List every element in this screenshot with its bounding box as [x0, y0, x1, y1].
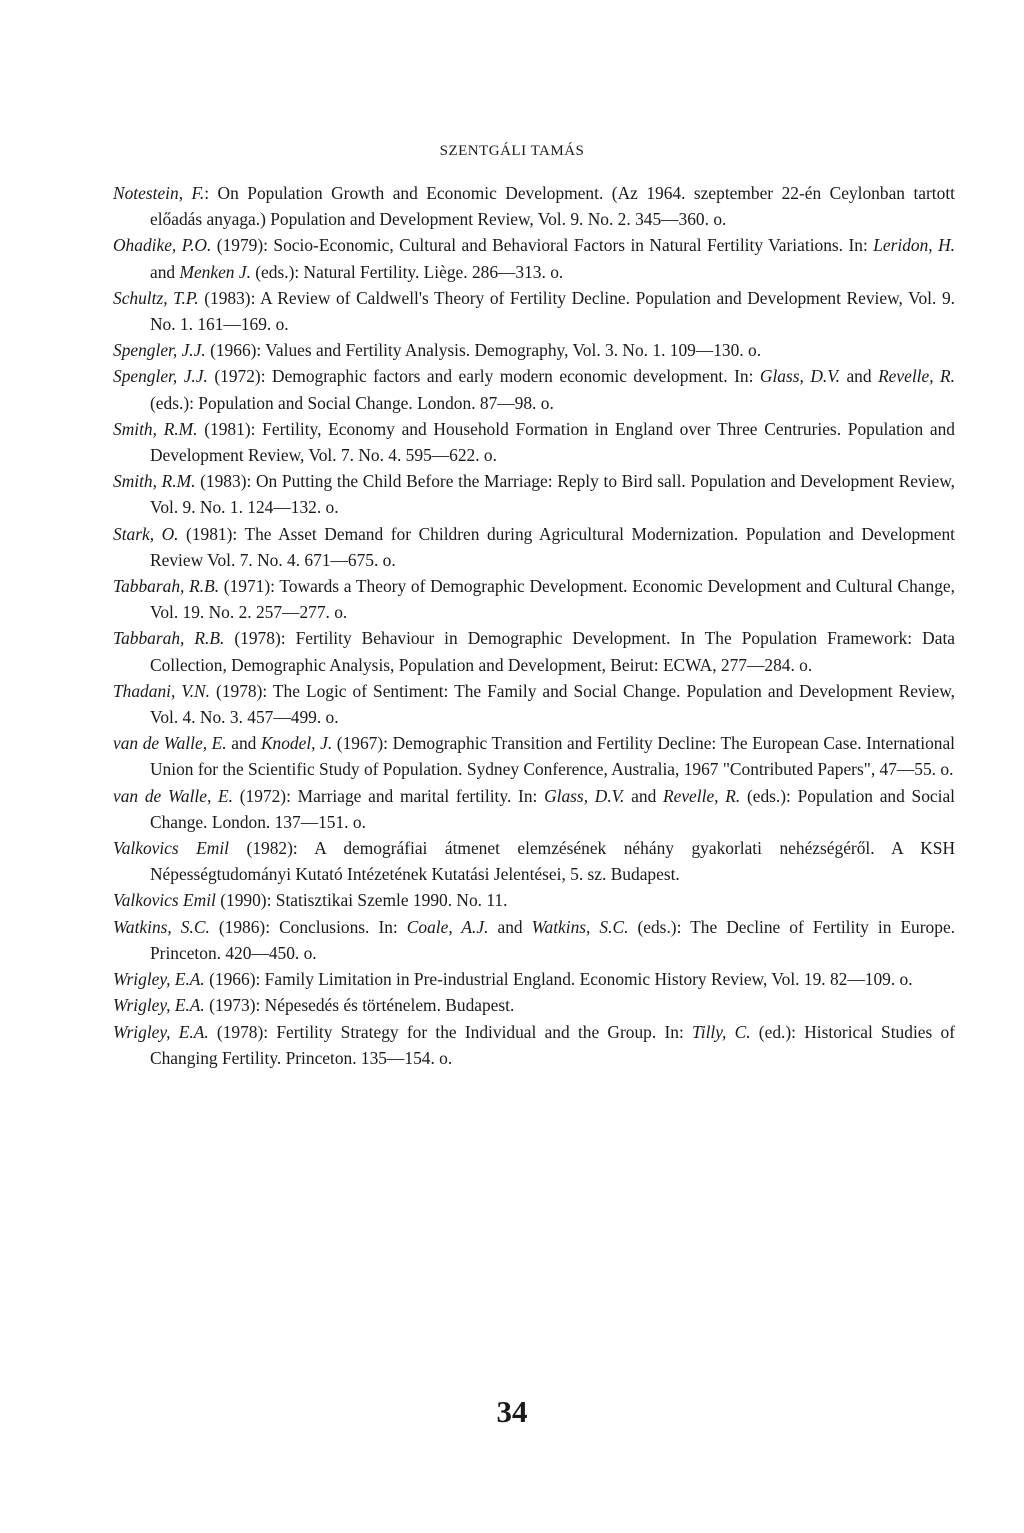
reference-author: Valkovics Emil — [113, 838, 230, 859]
reference-text: (eds.): Natural Fertility. Liège. 286—313. o. — [250, 261, 564, 282]
reference-entry — [113, 1019, 955, 1071]
reference-author: Spengler, J.J. — [113, 340, 206, 361]
reference-entry — [113, 835, 955, 887]
reference-entry — [113, 573, 955, 625]
reference-author: Revelle, R. — [663, 785, 741, 806]
reference-text: (1967): Demographic Transition and Fertility Decline: The European Case. International Union for the Scientific Study of Population. Sydney Conference, Australia, 1967 "Contributed Papers", 47—55. o. — [150, 733, 956, 780]
reference-author: Notestein, F. — [113, 183, 205, 203]
reference-list — [113, 180, 955, 1071]
reference-text: (1983): On Putting the Child Before the Marriage: Reply to Bird sall. Population and Development Review, Vol. 9. No. 1. 124—132. o. — [150, 471, 955, 518]
reference-entry — [113, 887, 955, 913]
reference-text: (1979): Socio-Economic, Cultural and Behavioral Factors in Natural Fertility Variations. In: — [211, 235, 874, 256]
reference-author: Wrigley, E.A. — [113, 1021, 209, 1042]
reference-entry — [113, 678, 955, 730]
reference-text: (1978): Fertility Behaviour in Demographic Development. In The Population Framework: Data Collection, Demographic Analysis, Population and Development, Beirut: ECWA, 277—284. o. — [150, 628, 955, 675]
reference-text: (1966): Values and Fertility Analysis. Demography, Vol. 3. No. 1. 109—130. o. — [205, 340, 762, 361]
reference-author: van de Walle, E. — [113, 785, 233, 806]
reference-author: Knodel, J. — [260, 733, 333, 754]
reference-entry — [113, 232, 955, 284]
reference-text: : On Population Growth and Economic Development. (Az 1964. szeptember 22-én Ceylonban tartott előadás anyaga.) Population and Development Review, Vol. 9. No. 2. 345—360. o. — [150, 183, 955, 230]
reference-text: (1978): Fertility Strategy for the Individual and the Group. In: — [208, 1021, 693, 1042]
reference-text: (1972): Marriage and marital fertility. In: — [233, 785, 545, 806]
reference-entry — [113, 285, 955, 337]
reference-text: (1986): Conclusions. In: — [209, 916, 407, 937]
reference-author: Coale, A.J. — [406, 916, 489, 937]
reference-author: Smith, R.M. — [113, 471, 196, 492]
reference-author: Tabbarah, R.B. — [113, 576, 220, 597]
reference-entry — [113, 914, 955, 966]
reference-text: and — [488, 916, 532, 937]
reference-author: Smith, R.M. — [113, 418, 198, 439]
reference-author: Valkovics Emil — [113, 890, 216, 911]
reference-text: (1982): A demográfiai átmenet elemzésének néhány gyakorlati nehézségéről. A KSH Népességtudományi Kutató Intézetének Kutatási Jelentései, 5. sz. Budapest. — [150, 838, 956, 885]
reference-author: Spengler, J.J. — [113, 366, 208, 387]
reference-text: (1966): Family Limitation in Pre-industrial England. Economic History Review, Vol. 19. 82—109. o. — [204, 969, 913, 990]
reference-author: Menken J. — [179, 261, 251, 282]
reference-text: (eds.): Population and Social Change. London. 137—151. o. — [150, 785, 956, 832]
reference-author: Stark, O. — [113, 523, 179, 544]
reference-entry — [113, 783, 955, 835]
reference-entry — [113, 730, 955, 782]
reference-entry — [113, 468, 955, 520]
reference-text: (1981): Fertility, Economy and Household Formation in England over Three Centruries. Population and Development Review, Vol. 7. No. 4. 595—622. o. — [150, 418, 955, 466]
reference-entry — [113, 416, 955, 468]
reference-text: (1978): The Logic of Sentiment: The Family and Social Change. Population and Development Review, Vol. 4. No. 3. 457—499. o. — [150, 680, 955, 728]
reference-entry — [113, 363, 955, 415]
reference-author: Tilly, C. — [692, 1021, 751, 1042]
reference-text: (1972): Demographic factors and early modern economic development. In: — [207, 366, 760, 387]
reference-entry — [113, 625, 955, 677]
reference-author: Thadani, V.N. — [113, 680, 211, 701]
reference-author: van de Walle, E. — [113, 733, 227, 754]
reference-text: and — [624, 785, 663, 806]
running-head: SZENTGÁLI TAMÁS — [439, 143, 585, 159]
reference-author: Ohadike, P.O. — [113, 235, 212, 256]
reference-text: and — [150, 261, 180, 282]
reference-text: (1981): The Asset Demand for Children during Agricultural Modernization. Population and Development Review Vol. 7. No. 4. 671—675. o. — [150, 523, 956, 570]
reference-author: Schultz, T.P. — [113, 287, 199, 308]
reference-entry — [113, 180, 955, 232]
reference-author: Glass, D.V. — [759, 366, 840, 387]
reference-text: (1971): Towards a Theory of Demographic Development. Economic Development and Cultural Change, Vol. 19. No. 2. 257—277. o. — [150, 576, 955, 623]
reference-text: (eds.): The Decline of Fertility in Europe. Princeton. 420—450. o. — [150, 916, 956, 963]
reference-entry — [113, 966, 955, 992]
reference-text: and — [226, 733, 261, 754]
reference-author: Wrigley, E.A. — [113, 995, 205, 1016]
reference-text: and — [839, 366, 879, 387]
reference-text: (eds.): Population and Social Change. London. 87—98. o. — [150, 392, 554, 413]
page-number: 34 — [496, 1394, 528, 1429]
reference-text: (1983): A Review of Caldwell's Theory of Fertility Decline. Population and Development Review, Vol. 9. No. 1. 161—169. o. — [150, 287, 955, 335]
reference-author: Revelle, R. — [878, 366, 956, 387]
reference-author: Watkins, S.C. — [531, 916, 629, 937]
reference-author: Glass, D.V. — [544, 785, 625, 806]
reference-author: Wrigley, E.A. — [113, 969, 205, 990]
reference-entry — [113, 337, 955, 363]
reference-text: (1990): Statisztikai Szemle 1990. No. 11. — [215, 890, 508, 911]
reference-author: Leridon, H. — [873, 235, 956, 256]
reference-author: Tabbarah, R.B. — [113, 628, 225, 649]
reference-text: (1973): Népesedés és történelem. Budapest. — [204, 995, 515, 1016]
reference-text: (ed.): Historical Studies of Changing Fertility. Princeton. 135—154. o. — [150, 1021, 956, 1068]
reference-entry — [113, 521, 955, 573]
reference-author: Watkins, S.C. — [113, 916, 210, 937]
reference-entry — [113, 992, 955, 1018]
